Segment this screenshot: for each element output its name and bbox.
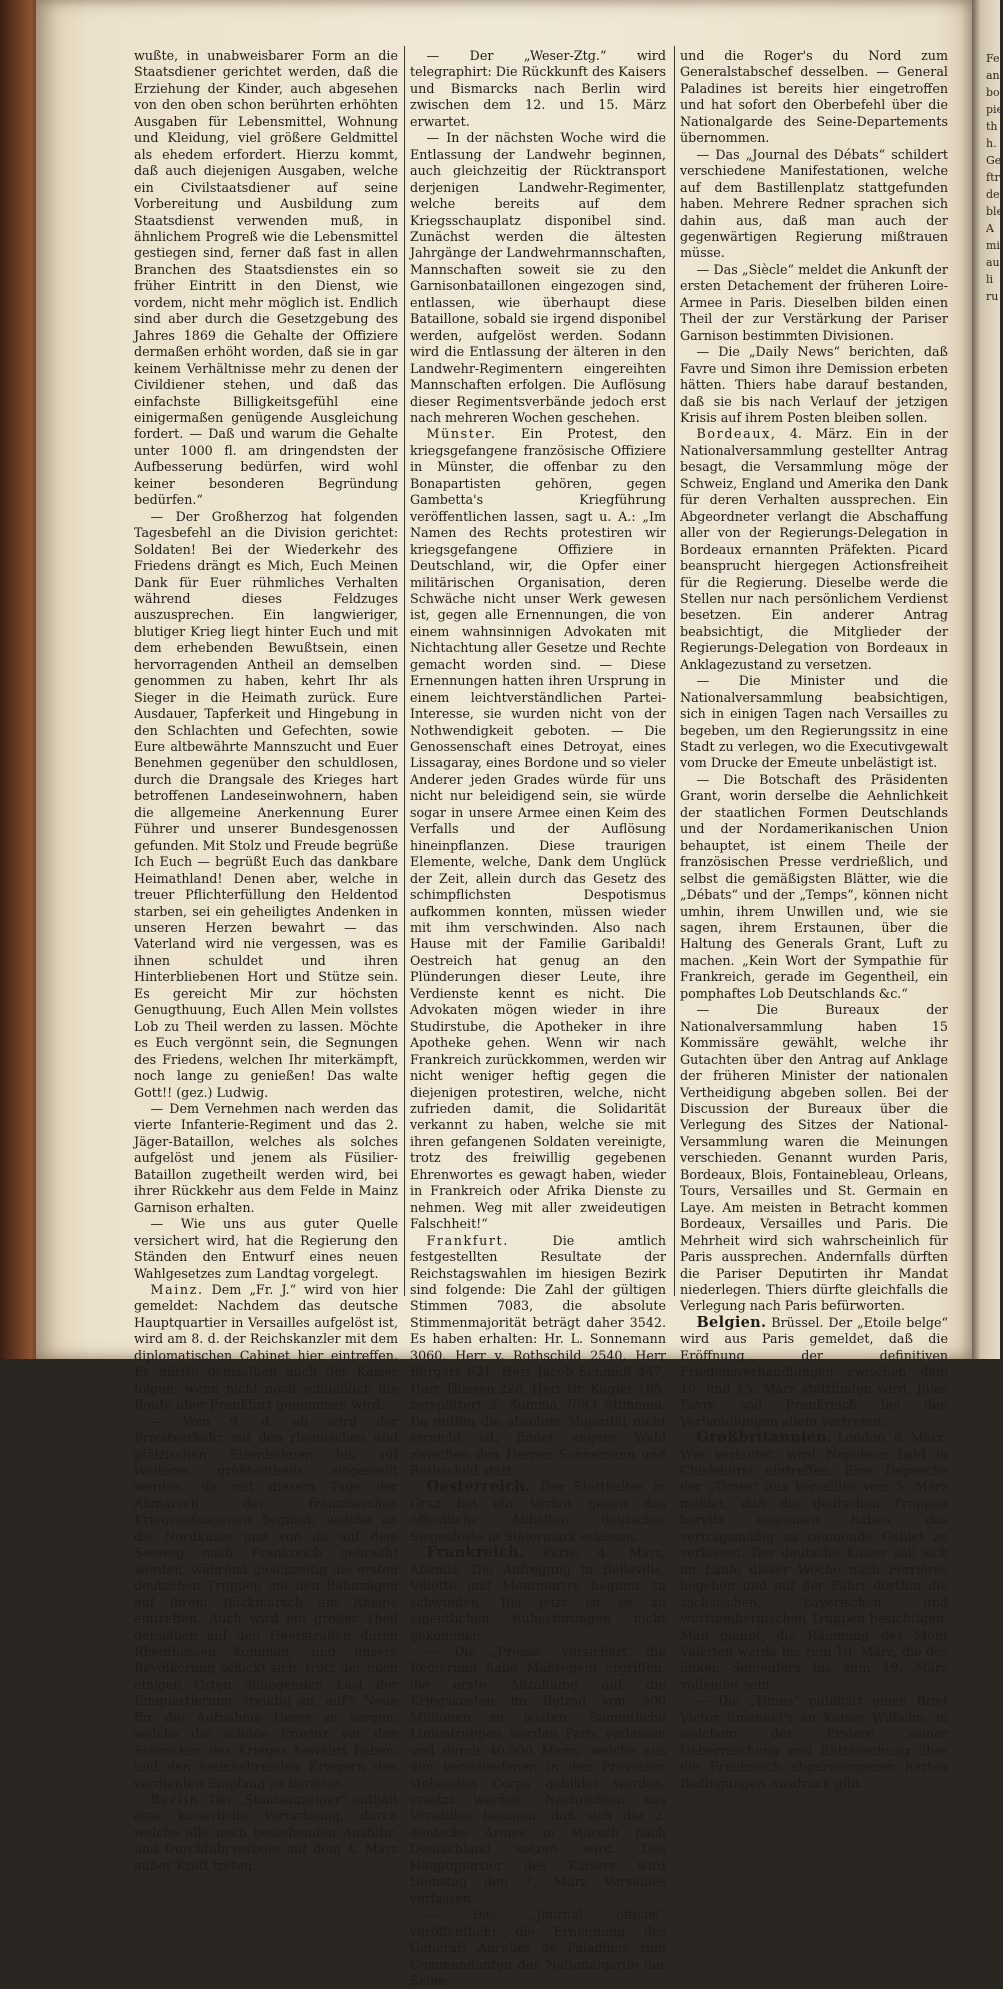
article-paragraph bbox=[680, 48, 948, 147]
section-heading: Großbritannien. bbox=[696, 1429, 833, 1447]
paragraph-text: wußte, in unabweisbarer Form an die Staatsdiener gerichtet werden, daß die Erziehung der Kinder, auch abgesehen von den oben schon berührten erhöhten Ausgaben für Lebensmittel, Wohnung und Kleidung, viel größere Geldmittel als ehedem erfordert. Hierzu kommt, daß auch diejenigen Ausgaben, welche ein Civilstaatsdiener auf seine Vorbereitung und Ausbildung zum Staatsdienst verwenden muß, in ähnlichem Progreß wie die Lebensmittel gestiegen sind, ferner daß fast in allen Branchen des Staatsdienstes ein so früher Eintritt in den Dienst, wie vordem, nicht mehr möglich ist. Endlich sind aber durch die Gesetzgebung des Jahres 1869 die Gehalte der Offiziere dermaßen erhöht worden, daß sie in gar keinem Verhältnisse mehr zu denen der Civildiener stehen, und daß das einfachste Billigkeitsgefühl eine einigermaßen genügende Ausgleichung fordert. — Daß und warum die Gehalte unter 1000 fl. am dringendsten der Aufbesserung bedürfen, wird wohl keiner besonderen Begründung bedürfen.“ bbox=[134, 48, 398, 508]
article-paragraph bbox=[680, 262, 948, 344]
dateline: Münster. bbox=[426, 426, 497, 442]
adjacent-page-text-fragment: an bbox=[986, 69, 1000, 82]
adjacent-page-text-fragment: bol bbox=[986, 86, 1003, 99]
adjacent-page-text-fragment: au bbox=[986, 256, 1000, 269]
article-paragraph bbox=[410, 1479, 666, 1545]
article-paragraph bbox=[134, 1414, 398, 1792]
column-rule bbox=[674, 46, 675, 1296]
adjacent-page-text-fragment: ble bbox=[986, 205, 1003, 218]
dateline: Berlin. bbox=[150, 1792, 205, 1808]
paragraph-text: — Das „Journal officiel“ veröffentlicht die Ernennung des Generals Aurelles de Paladines zum Commandanten der Nationalgarde der Seine bbox=[410, 1907, 666, 1989]
paragraph-text: — Der Großherzog hat folgenden Tagesbefehl an die Division gerichtet: Soldaten! Bei der Wiederkehr des Friedens drängt es Mich, Euch Meinen Dank für Euer rühmliches Verhalten während dieses Feldzuges auszusprechen. Ein langwieriger, blutiger Krieg liegt hinter Euch und mit dem erhebenden Bewußtsein, einen hervorragenden Antheil an demselben genommen zu haben, kehrt Ihr als Sieger in die Heimath zurück. Eure Ausdauer, Tapferkeit und Hingebung in den Schlachten und Gefechten, sowie Eure altbewährte Mannszucht und Euer Benehmen gegenüber den schuldlosen, durch die Drangsale des Krieges hart betroffenen Landeseinwohnern, haben die allgemeine Anerkennung Eurer Führer und unserer Bundesgenossen gefunden. Mit Stolz und Freude begrüße Ich Euch — begrüßt Euch das dankbare Heimathland! Denen aber, welche in treuer Pflichterfüllung den Heldentod starben, sei ein geheiligtes Andenken in unseren Herzen bewahrt — das Vaterland wird nie vergessen, was es ihnen schuldet und ihren Hinterbliebenen Hort und Stütze sein. Es gereicht Mir zur höchsten Genugthuung, Euch Allen Mein vollstes Lob zu Theil werden zu lassen. Möchte es Euch vergönnt sein, die Segnungen des Friedens, welchen Ihr miterkämpft, noch lange zu genießen! Das walte Gott!! (gez.) Ludwig. bbox=[134, 508, 398, 1100]
adjacent-page-text-fragment: A bbox=[986, 222, 994, 235]
dateline: Frankfurt. bbox=[426, 1232, 509, 1248]
article-paragraph bbox=[680, 673, 948, 772]
paragraph-text: Paris, 4. März, Abends. Die Aufregung in Belleville, Villette und Montmartre beginnt zu schwinden. Bis jetzt ist es zu eigentlichen Ruhestörungen nicht gekommen. bbox=[410, 1545, 666, 1643]
column-right bbox=[680, 48, 948, 1791]
adjacent-page-text-fragment: ru bbox=[986, 290, 999, 303]
article-paragraph bbox=[410, 426, 666, 1232]
paragraph-text: — Die „Times“ publicirt einen Brief Victor Emanuel's an Kaiser Wilhelm, in welchem der Erstere seiner Ueberraschung und Enttäuschung über die Frankreich abgezwungenen harten Bedingungen Ausdruck gibt. bbox=[680, 1693, 948, 1791]
section-heading: Belgien. bbox=[696, 1313, 767, 1331]
adjacent-page-text-fragment: dei bbox=[986, 188, 1003, 201]
column-rule bbox=[404, 46, 405, 1296]
article-paragraph bbox=[134, 1792, 398, 1874]
paragraph-text: — In der nächsten Woche wird die Entlassung der Landwehr beginnen, auch gleichzeitig der Rücktransport derjenigen Landwehr-Regimenter, welche bereits auf dem Kriegsschauplatz disponibel sind. Zunächst werden die ältesten Jahrgänge der Landwehrmannschaften, Mannschaften soweit sie zu den Garnisonbataillonen eingezogen sind, entlassen, wie überhaupt diese Bataillone, sobald sie irgend disponibel werden, aufgelöst werden. Sodann wird die Entlassung der älteren in den Landwehr-Regimentern eingereihten Mannschaften erfolgen. Die Auflösung dieser Regimentsverbände jedoch erst nach mehreren Wochen geschehen. bbox=[410, 130, 666, 425]
article-paragraph bbox=[410, 1233, 666, 1480]
column-middle bbox=[410, 48, 666, 1989]
paragraph-text: — Wie uns aus guter Quelle versichert wird, hat die Regierung den Ständen den Entwurf eines neuen Wahlgesetzes zum Landtag vorgelegt. bbox=[134, 1216, 398, 1281]
paragraph-text: — Der „Weser-Ztg.“ wird telegraphirt: Die Rückkunft des Kaisers und Bismarcks nach Berlin wird zwischen dem 12. und 15. März erwartet. bbox=[410, 48, 666, 129]
paragraph-text: Brüssel. Der „Etoile belge“ wird aus Paris gemeldet, daß die Eröffnung der definitiven Friedensverhandlungen zwischen dem 10. und 15. März stattfinden wird. Jules Favre soll Frankreich bei den Verhandlungen allein vertreten. bbox=[680, 1314, 948, 1429]
article-paragraph bbox=[680, 426, 948, 673]
article-paragraph bbox=[680, 147, 948, 262]
article-paragraph bbox=[680, 1693, 948, 1792]
adjacent-page-text-fragment: th bbox=[986, 120, 998, 133]
adjacent-page-text-fragment: mi bbox=[986, 239, 1000, 252]
paragraph-text: Dem „Fr. J.“ wird von hier gemeldet: Nachdem das deutsche Hauptquartier in Versailles aufgelöst ist, wird am 8. d. der Reichskanzler mit dem diplomatischen Cabinet hier eintreffen. Es dürfte demselben auch der Kaiser folgen, wenn nicht noch schließlich die Route über Frankfurt genommen wird. bbox=[134, 1281, 398, 1413]
paragraph-text: Der „Staatsanzeiger“ enthält eine kaiserliche Verordnung, durch welche alle noch bestehenden Ausfuhr- und Durchfuhrverbote mit dem 4. März außer Kraft treten. bbox=[134, 1792, 398, 1873]
adjacent-page-text-fragment: li bbox=[986, 273, 994, 286]
section-heading: Frankreich. bbox=[426, 1544, 525, 1562]
adjacent-page-text-fragment: h. bbox=[986, 137, 997, 150]
paragraph-text: — Die „Daily News“ berichten, daß Favre und Simon ihre Demission erbeten hätten. Thiers habe darauf bestanden, daß sie bis nach Verlauf der jetzigen Krisis auf ihrem Posten bleiben sollen. bbox=[680, 344, 948, 425]
article-paragraph bbox=[680, 1002, 948, 1315]
article-paragraph bbox=[680, 1430, 948, 1693]
column-left bbox=[134, 48, 398, 1873]
paragraph-text: — Das „Journal des Débats“ schildert verschiedene Manifestationen, welche auf dem Bastillenplatz stattgefunden haben. Mehrere Redner sprachen sich dahin aus, daß man auch der gegenwärtigen Regierung mißtrauen müsse. bbox=[680, 146, 948, 261]
article-paragraph bbox=[134, 1282, 398, 1414]
paragraph-text: — Die Minister und die Nationalversammlung beabsichtigen, sich in einigen Tagen nach Versailles zu begeben, um den Regierungssitz in eine Stadt zu verlegen, wo die Executivgewalt vom Drucke der Emeute unbelästigt ist. bbox=[680, 673, 948, 771]
adjacent-page-text-fragment: Ge bbox=[986, 154, 1002, 167]
article-paragraph bbox=[134, 509, 398, 1101]
adjacent-page-text-fragment: pie bbox=[986, 103, 1003, 116]
article-paragraph bbox=[134, 1101, 398, 1216]
article-paragraph bbox=[410, 1545, 666, 1644]
adjacent-page-edge bbox=[972, 0, 1003, 1359]
paragraph-text: und die Roger's du Nord zum Generalstabschef desselben. — General Paladines ist bereits hier eingetroffen und hat sofort den Oberbefehl über die Nationalgarde des Seine-Departements übernommen. bbox=[680, 48, 948, 146]
paragraph-text: Der Statthalter in Graz hat ein Verbot gegen das öffentliche Abhalten deutscher Siegesfeste in Steiermark erlassen. bbox=[410, 1479, 666, 1544]
paragraph-text: 4. März. Ein in der Nationalversammlung gestellter Antrag besagt, die Versammlung möge der Schweiz, England und Amerika den Dank für deren Verhalten aussprechen. Ein Abgeordneter verlangt die Abschaffung aller von der Regierungs-Delegation in Bordeaux ernannten Präfekten. Picard beansprucht hiergegen Actionsfreiheit für die Regierung. Dieselbe werde die Stellen nur nach persönlichem Verdienst besetzen. Ein anderer Antrag beabsichtigt, die Mitglieder der Regierungs-Delegation von Bordeaux in Anklagezustand zu versetzen. bbox=[680, 426, 948, 672]
article-paragraph bbox=[410, 130, 666, 426]
article-paragraph bbox=[680, 344, 948, 426]
dateline: Mainz. bbox=[150, 1281, 204, 1297]
article-paragraph bbox=[410, 1644, 666, 1907]
paragraph-text: Die amtlich festgestellten Resultate der Reichstagswahlen im hiesigen Bezirk sind folgende: Die Zahl der gültigen Stimmen 7083, die absolute Stimmenmajorität beträgt daher 3542. Es haben erhalten: Hr. L. Sonnemann 3060, Herr v. Rothschild 2540, Herr Bürgers 621, Herr Jacob Schmidt 447, Herr Thissen 228, Herr Dr. Kugler 185, zersplittert 2, Summa 7083 Stimmen. Da mithin die absolute Majorität nicht erreicht ist, findet engere Wahl zwischen den Herren Sonnemann und Rothschild statt. bbox=[410, 1232, 666, 1478]
paragraph-text: — Vom 9. d. ab wird der Privatverkehr auf den rheinischen und pfälzischen Eisenbahnen bis auf Weiteres größtentheils eingestellt werden, da mit diesem Tage der Abmarsch der französischen Kriegsgefangenen beginnt, welche an die Nordküste und von da auf dem Seeweg nach Frankreich gebracht werden, während gleichzeitig die ersten deutschen Truppen mit den Bahnzügen auf ihrem Rückmarsch am Rheine eintreffen. Auch wird ein großer Theil derselben auf den Heerstraßen durch Rheinhessen kommen, und unsere Bevölkerung schickt sich, trotz der noch einigen Orten obliegenden Last der Einquartierung, freudig an, auf's Neue für die Aufnahme Derer zu sorgen, welche die schöne Provinz vor den Schrecken des Krieges bewahrt haben, und den heimkehrenden Kriegern den verdienten Empfang zu bereiten. bbox=[134, 1413, 398, 1791]
article-paragraph bbox=[680, 1315, 948, 1430]
paragraph-text: — Die Bureaux der Nationalversammlung haben 15 Kommissäre gewählt, welche ihr Gutachten über den Antrag auf Anklage der früheren Minister der nationalen Vertheidigung abgeben sollen. Bei der Discussion der Bureaux über die Verlegung des Sitzes der National-Versammlung waren die Meinungen verschieden. Genannt wurden Paris, Bordeaux, Blois, Fontainebleau, Orleans, Tours, Versailles und St. Germain en Laye. Am meisten in Betracht kommen Bordeaux, Versailles und Paris. Die Mehrheit wird sich wahrscheinlich für Paris aussprechen. Andernfalls dürften die Pariser Deputirten ihr Mandat niederlegen. Thiers dürfte gleichfalls die Verlegung nach Paris befürworten. bbox=[680, 1002, 948, 1314]
section-heading: Oesterreich. bbox=[426, 1478, 531, 1496]
paragraph-text: — Die „Presse“ versichert, die Regierung habe Maßregeln ergriffen, die erste Abzahlung auf die Kriegskosten im Betrag von 500 Millionen zu leisten. Sämmtliche Linientruppen werden Paris verlassen und durch 40,000 Mann, welche aus den verschiedenen in den Provinzen stehenden Corps gebildet werden, ersetzt werden. Nachrichten aus Versailles besagen, daß sich die 2. deutsche Armee in Marsch nach Deutschland setzen wird. Das Hauptquartier des Kaisers wird Dienstag den 7. März Versailles verlassen. bbox=[410, 1643, 666, 1906]
article-paragraph bbox=[410, 1907, 666, 1989]
paragraph-text: — Dem Vernehmen nach werden das vierte Infanterie-Regiment und das 2. Jäger-Bataillon, welches als solches aufgelöst und jenem als Füsilier-Bataillon zugetheilt werden wird, bei ihrer Rückkehr aus dem Felde in Mainz Garnison erhalten. bbox=[134, 1101, 398, 1215]
adjacent-page-text-fragment: Fe bbox=[986, 52, 1000, 65]
article-paragraph bbox=[410, 48, 666, 130]
adjacent-page-text-fragment: ftr bbox=[986, 171, 1000, 184]
paragraph-text: — Die Botschaft des Präsidenten Grant, worin derselbe die Aehnlichkeit der staatlichen Formen Deutschlands und der Nordamerikanischen Union behauptet, ist einem Theile der französischen Presse verdrießlich, und selbst die gemäßigsten Blätter, wie die „Débats“ und der „Temps“, können nicht umhin, ihrem Unwillen und, wie sie sagen, ihrem Erstaunen, über die Haltung des Generals Grant, Luft zu machen. „Kein Wort der Sympathie für Frankreich, gerade im Gegentheil, ein pomphaftes Lob Deutschlands &c.“ bbox=[680, 771, 948, 1001]
paragraph-text: — Das „Siècle“ meldet die Ankunft der ersten Detachement der früheren Loire-Armee in Paris. Dieselben bilden einen Theil der zur Verstärkung der Pariser Garnison bestimmten Divisionen. bbox=[680, 261, 948, 343]
article-paragraph bbox=[134, 1216, 398, 1282]
paragraph-text: Ein Protest, den kriegsgefangene französische Offiziere in Münster, die offenbar zu den Bonapartisten gehören, gegen Gambetta's Kriegführung veröffentlichen lassen, sagt u. A.: „Im Namen des Rechts protestiren wir kriegsgefangene Offiziere in Deutschland, wir, die Opfer einer militärischen Organisation, deren Schwäche nicht unser Werk gewesen ist, gegen alle Ernennungen, die von einem wahnsinnigen Advokaten mit Nichtachtung aller Gesetze und Rechte gemacht worden sind. — Diese Ernennungen hatten ihren Ursprung in einem leichtverständlichen Partei-Interesse, sie wurden nicht von der Nothwendigkeit geboten. — Die Genossenschaft eines Detroyat, eines Lissagaray, eines Bordone und so vieler Anderer jeden Grades würde für uns nicht nur beleidigend sein, sie würde sogar in unsere Armee einen Keim des Verfalls und der Auflösung hineinpflanzen. Diese traurigen Elemente, welche, Dank dem Unglück der Zeit, allein durch das Gesetz des schimpflichsten Despotismus aufkommen konnten, müssen wieder mit ihm verschwinden. Also nach Hause mit der Familie Garibaldi! Oestreich hat genug an den Plünderungen dieser Leute, ihre Verdienste kennt es nicht. Die Advokaten mögen wieder in ihre Studirstube, die Apotheker in ihre Apotheke gehen. Wenn wir nach Frankreich zurückkommen, werden wir nicht weniger heftig gegen die diejenigen protestiren, welche, nicht zufrieden damit, die Solidarität verkannt zu haben, welche sie mit ihren gefangenen Soldaten vereinigte, trotz des freiwillig gegebenen Ehrenwortes es gewagt haben, wieder in Frankreich oder Afrika Dienste zu nehmen. Weg mit aller zweideutigen Falschheit!“ bbox=[410, 426, 666, 1232]
article-paragraph bbox=[134, 48, 398, 509]
article-paragraph bbox=[680, 772, 948, 1002]
dateline: Bordeaux, bbox=[696, 426, 777, 442]
paragraph-text: London, 6. März. Wie verlautet, wird Napoleon bald in Chislehurst eintreffen. Eine Depesche der „Times“ aus Versailles vom 5. März meldet, daß die deutschen Truppen bereits begonnen haben, das vertragsmäßig zu räumende Gebiet zu verlassen. Der deutsche Kaiser soll sich im Laufe dieser Woche nach Ferrières begeben und auf der Fahrt dorthin die sächsischen, bayerischen und württembergischen Truppen besichtigen. Man glaubt, die Räumung des Mont Valérien werde bis zum 10. März, die des linken Seineufers bis zum 19. März vollendet sein. bbox=[680, 1430, 948, 1692]
